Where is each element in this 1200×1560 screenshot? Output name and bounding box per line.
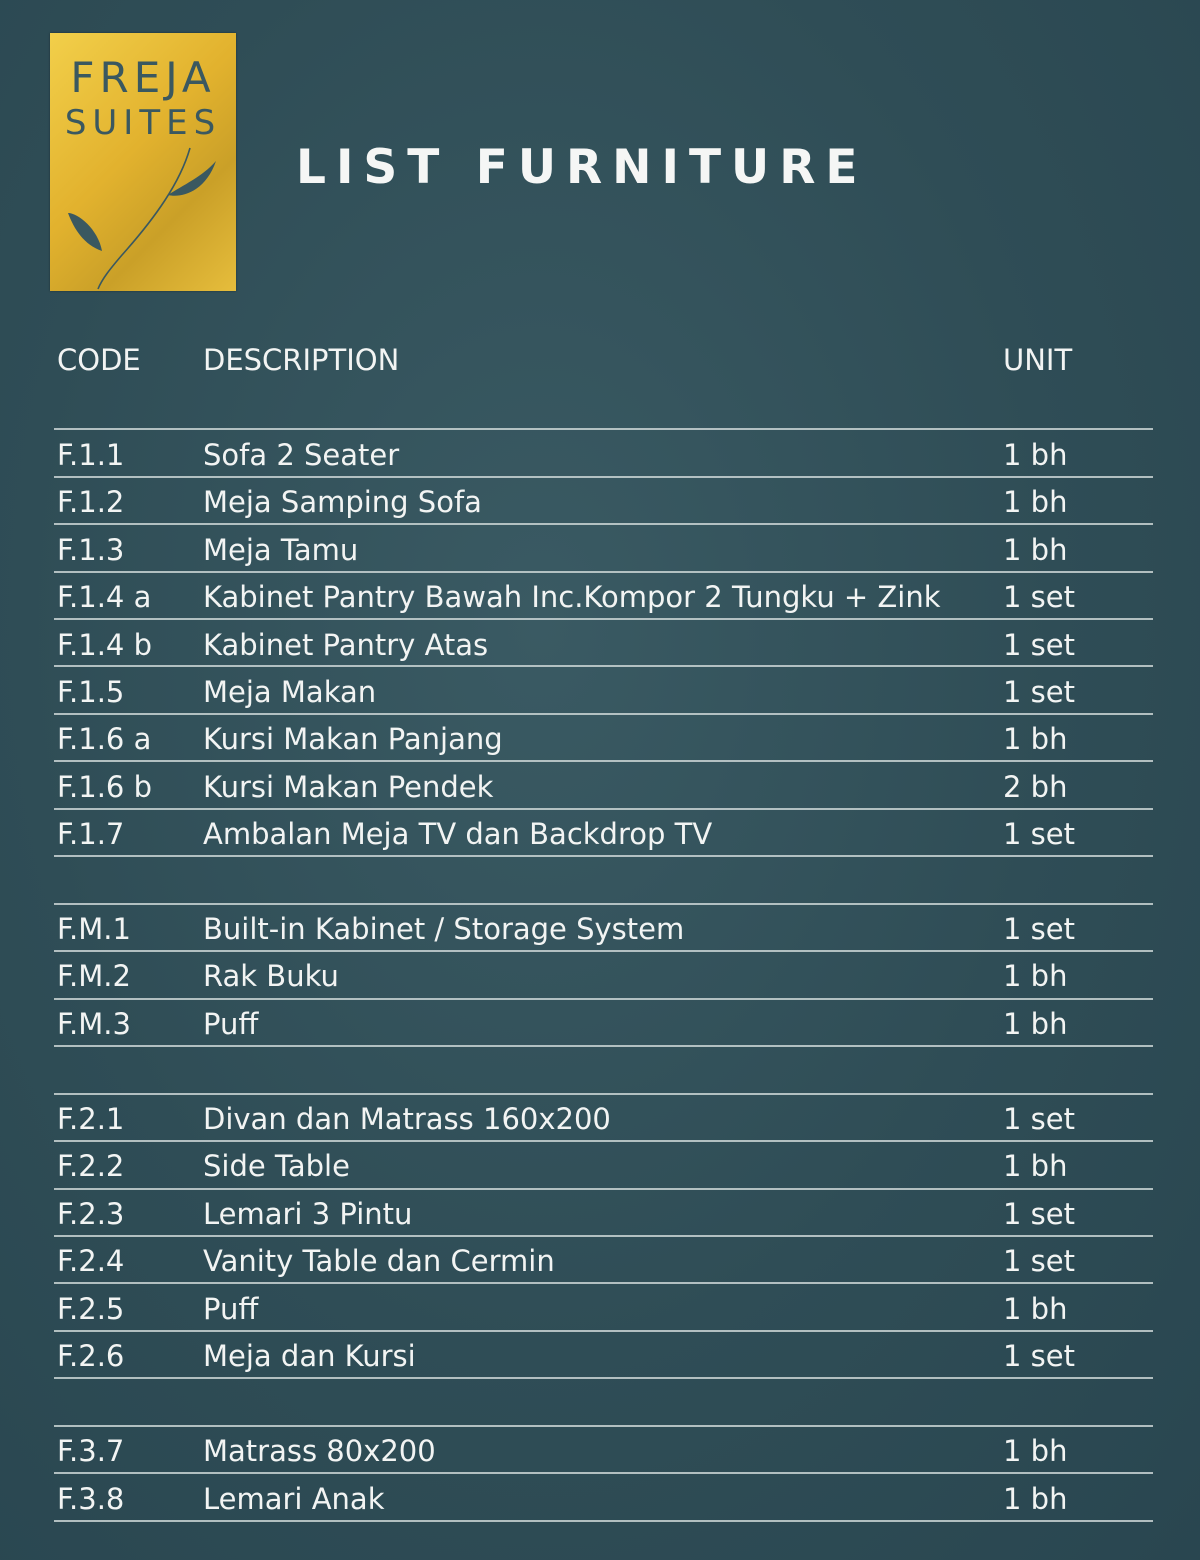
row-description: Divan dan Matrass 160x200 [203,1102,611,1136]
table-row [0,1096,1200,1143]
row-description: Meja Tamu [203,533,359,567]
row-unit: 1 set [1003,1102,1075,1136]
leaf-icon [50,33,236,291]
row-description: Sofa 2 Seater [203,438,400,472]
row-unit: 1 set [1003,817,1075,851]
row-unit: 1 bh [1003,1434,1068,1468]
row-unit: 1 set [1003,580,1075,614]
table-row [0,1001,1200,1048]
table-row [0,953,1200,1000]
row-description: Lemari 3 Pintu [203,1197,413,1231]
row-divider [54,1425,1153,1427]
table-row [0,432,1200,479]
row-description: Kabinet Pantry Bawah Inc.Kompor 2 Tungku + Zink [203,580,941,614]
row-description: Kursi Makan Pendek [203,770,494,804]
row-code: F.1.7 [57,817,125,851]
row-unit: 1 set [1003,1244,1075,1278]
table-row [0,1238,1200,1285]
table-row [0,906,1200,953]
row-code: F.1.4 a [57,580,152,614]
row-unit: 1 bh [1003,959,1068,993]
row-description: Meja Samping Sofa [203,485,482,519]
row-code: F.1.1 [57,438,125,472]
table-row [0,669,1200,716]
table-row [0,1476,1200,1523]
freja-suites-logo [50,33,236,291]
row-code: F.1.4 b [57,628,152,662]
row-code: F.2.6 [57,1339,125,1373]
row-unit: 2 bh [1003,770,1068,804]
row-unit: 1 set [1003,1339,1075,1373]
row-code: F.M.1 [57,912,131,946]
row-unit: 1 set [1003,912,1075,946]
table-header [0,337,1200,384]
table-row [0,716,1200,763]
header-code: CODE [57,343,141,377]
row-divider [54,903,1153,905]
row-unit: 1 set [1003,675,1075,709]
table-row [0,811,1200,858]
row-code: F.2.4 [57,1244,125,1278]
row-description: Kursi Makan Panjang [203,722,503,756]
row-unit: 1 bh [1003,533,1068,567]
logo-text-suites: SUITES [64,103,222,143]
row-description: Meja dan Kursi [203,1339,416,1373]
header-unit: UNIT [1003,343,1073,377]
row-code: F.M.2 [57,959,131,993]
row-unit: 1 bh [1003,1482,1068,1516]
table-row [0,479,1200,526]
row-unit: 1 bh [1003,1292,1068,1326]
row-unit: 1 bh [1003,1007,1068,1041]
row-code: F.3.8 [57,1482,125,1516]
table-row [0,574,1200,621]
table-row [0,527,1200,574]
table-row [0,1191,1200,1238]
row-code: F.1.5 [57,675,125,709]
row-unit: 1 bh [1003,438,1068,472]
page-title: LIST FURNITURE [296,140,868,195]
row-code: F.1.2 [57,485,125,519]
row-code: F.1.3 [57,533,125,567]
row-description: Kabinet Pantry Atas [203,628,489,662]
row-description: Vanity Table dan Cermin [203,1244,555,1278]
row-unit: 1 bh [1003,1149,1068,1183]
table-row [0,1143,1200,1190]
row-description: Ambalan Meja TV dan Backdrop TV [203,817,713,851]
row-divider [54,428,1153,430]
row-code: F.2.3 [57,1197,125,1231]
table-row [0,1333,1200,1380]
row-description: Puff [203,1292,259,1326]
header-description: DESCRIPTION [203,343,400,377]
table-row [0,1286,1200,1333]
row-code: F.2.2 [57,1149,125,1183]
row-unit: 1 bh [1003,485,1068,519]
logo-text-freja: FREJA [70,53,216,102]
row-unit: 1 bh [1003,722,1068,756]
row-description: Meja Makan [203,675,377,709]
row-description: Built-in Kabinet / Storage System [203,912,685,946]
row-code: F.1.6 b [57,770,152,804]
table-row [0,1428,1200,1475]
table-row [0,764,1200,811]
row-unit: 1 set [1003,628,1075,662]
row-description: Matrass 80x200 [203,1434,436,1468]
row-divider [54,1093,1153,1095]
row-code: F.2.5 [57,1292,125,1326]
row-description: Side Table [203,1149,350,1183]
row-description: Rak Buku [203,959,339,993]
row-code: F.2.1 [57,1102,125,1136]
row-description: Puff [203,1007,259,1041]
row-code: F.1.6 a [57,722,152,756]
table-row [0,622,1200,669]
row-description: Lemari Anak [203,1482,385,1516]
row-unit: 1 set [1003,1197,1075,1231]
row-code: F.M.3 [57,1007,131,1041]
row-code: F.3.7 [57,1434,125,1468]
